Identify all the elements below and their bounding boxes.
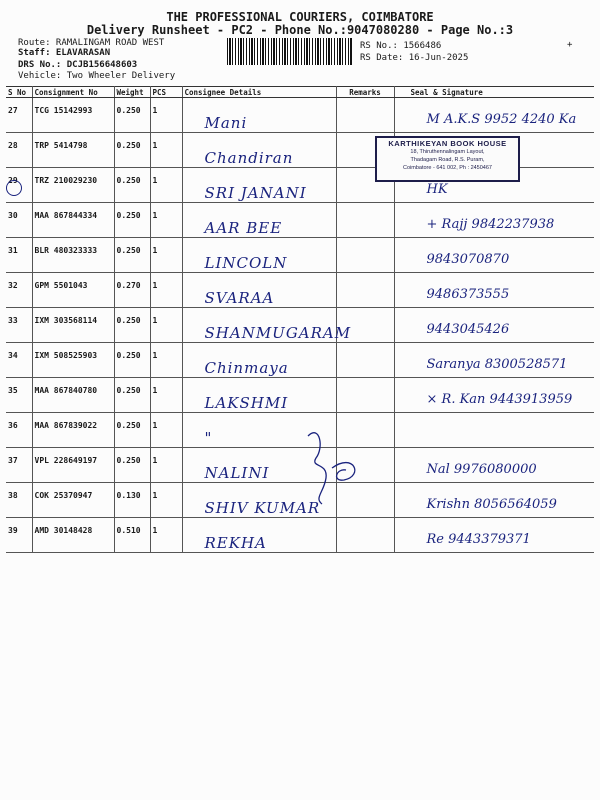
remarks-cell (336, 238, 394, 273)
sno-cell: 35 (6, 378, 32, 413)
table-header-row (6, 87, 594, 98)
consignee-handwriting: Chandiran (204, 149, 294, 167)
pcs-cell: 1 (150, 98, 182, 133)
stamp-name: KARTHIKEYAN BOOK HOUSE (388, 139, 507, 148)
row-circle-mark (6, 180, 22, 196)
consignee-handwriting: Chinmaya (204, 359, 289, 377)
consignee-handwriting: LAKSHMI (204, 394, 289, 412)
stamp-line-2: Thadagam Road, R.S. Puram, (410, 157, 485, 163)
remarks-cell (336, 378, 394, 413)
consignment-cell: VPL 228649197 (32, 448, 114, 483)
col-weight: Weight (114, 87, 150, 98)
pcs-cell: 1 (150, 518, 182, 553)
signature-cell (394, 413, 594, 448)
signature-cell (394, 518, 594, 553)
signature-cell (394, 378, 594, 413)
signature-handwriting: Krishn 8056564059 (426, 497, 557, 512)
consignee-handwriting: AAR BEE (204, 219, 283, 237)
weight-cell: 0.250 (114, 308, 150, 343)
consignment-cell: BLR 480323333 (32, 238, 114, 273)
weight-cell: 0.250 (114, 448, 150, 483)
rs-number: RS No.: 1566486 (360, 41, 442, 51)
consignee-handwriting: SRI JANANI (204, 184, 307, 202)
company-name: THE PROFESSIONAL COURIERS, COIMBATORE (166, 10, 434, 24)
consignee-cell (182, 238, 336, 273)
consignment-cell: IXM 303568114 (32, 308, 114, 343)
stamp-line-1: 18, Thiruthennalingam Layout, (410, 149, 485, 155)
remarks-cell (336, 273, 394, 308)
sno-cell: 31 (6, 238, 32, 273)
pcs-cell: 1 (150, 378, 182, 413)
table-row (6, 378, 594, 413)
pcs-cell: 1 (150, 203, 182, 238)
consignee-handwriting: SHANMUGARAM (204, 324, 352, 342)
weight-cell: 0.250 (114, 168, 150, 203)
table-row (6, 98, 594, 133)
weight-cell: 0.510 (114, 518, 150, 553)
vehicle-label: Vehicle: Two Wheeler Delivery (18, 71, 176, 81)
signature-handwriting: M A.K.S 9952 4240 Ka (426, 112, 577, 127)
consignee-cell (182, 308, 352, 343)
signature-handwriting (397, 421, 593, 427)
seal-stamp (375, 136, 520, 182)
sno-cell: 34 (6, 343, 32, 378)
pcs-cell: 1 (150, 343, 182, 378)
sno-cell: 37 (6, 448, 32, 483)
sno-cell: 29 (6, 168, 32, 203)
signature-cell (394, 238, 594, 273)
weight-cell: 0.250 (114, 378, 150, 413)
signature-cell (394, 273, 594, 308)
consignment-cell: TCG 15142993 (32, 98, 114, 133)
col-seal-signature: Seal & Signature (394, 87, 594, 98)
weight-cell: 0.250 (114, 133, 150, 168)
pcs-cell: 1 (150, 448, 182, 483)
sno-cell: 39 (6, 518, 32, 553)
consignee-cell (182, 133, 336, 168)
table-row (6, 448, 594, 483)
consignee-cell (182, 98, 336, 133)
barcode-image (227, 38, 352, 65)
signature-cell (394, 98, 594, 133)
pcs-cell: 1 (150, 168, 182, 203)
pen-scribble-mark (306, 428, 366, 508)
sno-cell: 27 (6, 98, 32, 133)
consignee-handwriting: SVARAA (204, 289, 275, 307)
consignment-cell: MAA 867839022 (32, 413, 114, 448)
signature-handwriting: 9843070870 (426, 252, 510, 267)
table-row (6, 203, 594, 238)
consignee-handwriting: NALINI (204, 464, 270, 482)
signature-handwriting: Saranya 8300528571 (426, 357, 568, 372)
table-row (6, 518, 594, 553)
signature-handwriting: + Rajj 9842237938 (426, 217, 555, 232)
route-label: Route: RAMALINGAM ROAD WEST (18, 38, 165, 48)
consignment-cell: GPM 5501043 (32, 273, 114, 308)
pcs-cell: 1 (150, 133, 182, 168)
sno-cell: 38 (6, 483, 32, 518)
weight-cell: 0.250 (114, 343, 150, 378)
pcs-cell: 1 (150, 308, 182, 343)
sno-cell: 28 (6, 133, 32, 168)
pcs-cell: 1 (150, 273, 182, 308)
table-row (6, 308, 594, 343)
table-row (6, 238, 594, 273)
weight-cell: 0.270 (114, 273, 150, 308)
pcs-cell: 1 (150, 413, 182, 448)
table-row (6, 273, 594, 308)
consignment-cell: MAA 867844334 (32, 203, 114, 238)
signature-cell (394, 483, 594, 518)
signature-handwriting: Re 9443379371 (426, 532, 531, 547)
pcs-cell: 1 (150, 483, 182, 518)
consignee-cell (182, 168, 336, 203)
signature-cell (394, 308, 594, 343)
signature-cell (394, 448, 594, 483)
plus-mark: + (567, 40, 573, 50)
col-pcs: PCS (150, 87, 182, 98)
remarks-cell (336, 203, 394, 238)
col-consignee: Consignee Details (182, 87, 336, 98)
col-sno: S No (6, 87, 32, 98)
consignee-cell (182, 343, 336, 378)
sno-cell: 33 (6, 308, 32, 343)
runsheet-header (0, 0, 600, 96)
sno-cell: 30 (6, 203, 32, 238)
table-row (6, 483, 594, 518)
remarks-cell (336, 343, 394, 378)
weight-cell: 0.250 (114, 203, 150, 238)
consignee-handwriting: SHIV KUMAR (204, 499, 321, 517)
consignee-handwriting: REKHA (204, 534, 267, 552)
consignment-cell: TRZ 210029230 (32, 168, 114, 203)
consignment-cell: AMD 30148428 (32, 518, 114, 553)
signature-cell (394, 203, 594, 238)
consignee-cell (182, 518, 336, 553)
consignee-cell (182, 273, 336, 308)
drs-number: DRS No.: DCJB156648603 (18, 60, 138, 70)
signature-handwriting: HK (426, 182, 448, 197)
col-consignment: Consignment No (32, 87, 114, 98)
stamp-line-3: Coimbatore - 641 002, Ph : 2450467 (403, 165, 492, 171)
signature-handwriting: 9486373555 (426, 287, 510, 302)
weight-cell: 0.130 (114, 483, 150, 518)
table-row (6, 413, 594, 448)
consignment-cell: TRP 5414798 (32, 133, 114, 168)
weight-cell: 0.250 (114, 413, 150, 448)
rs-date: RS Date: 16-Jun-2025 (360, 53, 469, 63)
pcs-cell: 1 (150, 238, 182, 273)
remarks-cell (336, 518, 394, 553)
sno-cell: 36 (6, 413, 32, 448)
weight-cell: 0.250 (114, 238, 150, 273)
consignment-cell: COK 25370947 (32, 483, 114, 518)
consignment-cell: IXM 508525903 (32, 343, 114, 378)
signature-handwriting: × R. Kan 9443913959 (426, 392, 573, 407)
signature-handwriting: 9443045426 (426, 322, 510, 337)
consignee-handwriting: " (204, 429, 213, 447)
runsheet-title: Delivery Runsheet - PC2 - Phone No.:9047080280 - Page No.:3 (86, 23, 514, 37)
consignee-handwriting: LINCOLN (204, 254, 288, 272)
signature-cell (394, 343, 594, 378)
sno-cell: 32 (6, 273, 32, 308)
consignee-handwriting: Mani (204, 114, 248, 132)
consignee-cell (182, 378, 336, 413)
weight-cell: 0.250 (114, 98, 150, 133)
consignment-cell: MAA 867840780 (32, 378, 114, 413)
signature-handwriting: Nal 9976080000 (426, 462, 537, 477)
table-row (6, 343, 594, 378)
staff-label: Staff: ELAVARASAN (18, 48, 111, 58)
col-remarks: Remarks (336, 87, 394, 98)
remarks-cell (336, 98, 394, 133)
consignee-cell (182, 203, 336, 238)
